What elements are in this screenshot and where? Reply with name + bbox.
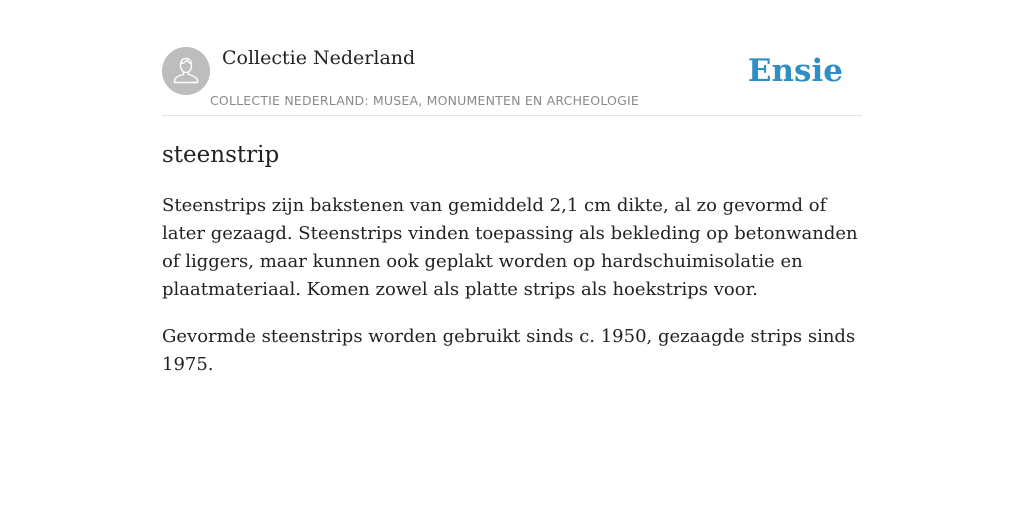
ensie-logo[interactable]: Ensie (747, 53, 843, 89)
term-title: steenstrip (162, 142, 280, 168)
definition-paragraph: Gevormde steenstrips worden gebruikt sinds c. 1950, gezaagde strips sinds 1975. (162, 326, 856, 375)
card-header (162, 46, 862, 116)
definition-card (162, 46, 862, 398)
author-name[interactable]: Collectie Nederland (222, 47, 416, 69)
user-silhouette-icon (162, 47, 210, 95)
author-avatar[interactable] (162, 47, 210, 95)
definition-body (162, 192, 862, 379)
definition-paragraph: Steenstrips zijn bakstenen van gemiddeld 2,1 cm dikte, al zo gevormd of later gezaagd. Steenstrips vinden toepassing als bekleding op betonwanden of liggers, maar kunnen ook geplakt worden op hardschuimisolatie en plaatmateriaal. Komen zowel als platte strips als hoekstrips voor. (162, 195, 858, 300)
source-label[interactable]: COLLECTIE NEDERLAND: MUSEA, MONUMENTEN EN ARCHEOLOGIE (210, 93, 639, 108)
